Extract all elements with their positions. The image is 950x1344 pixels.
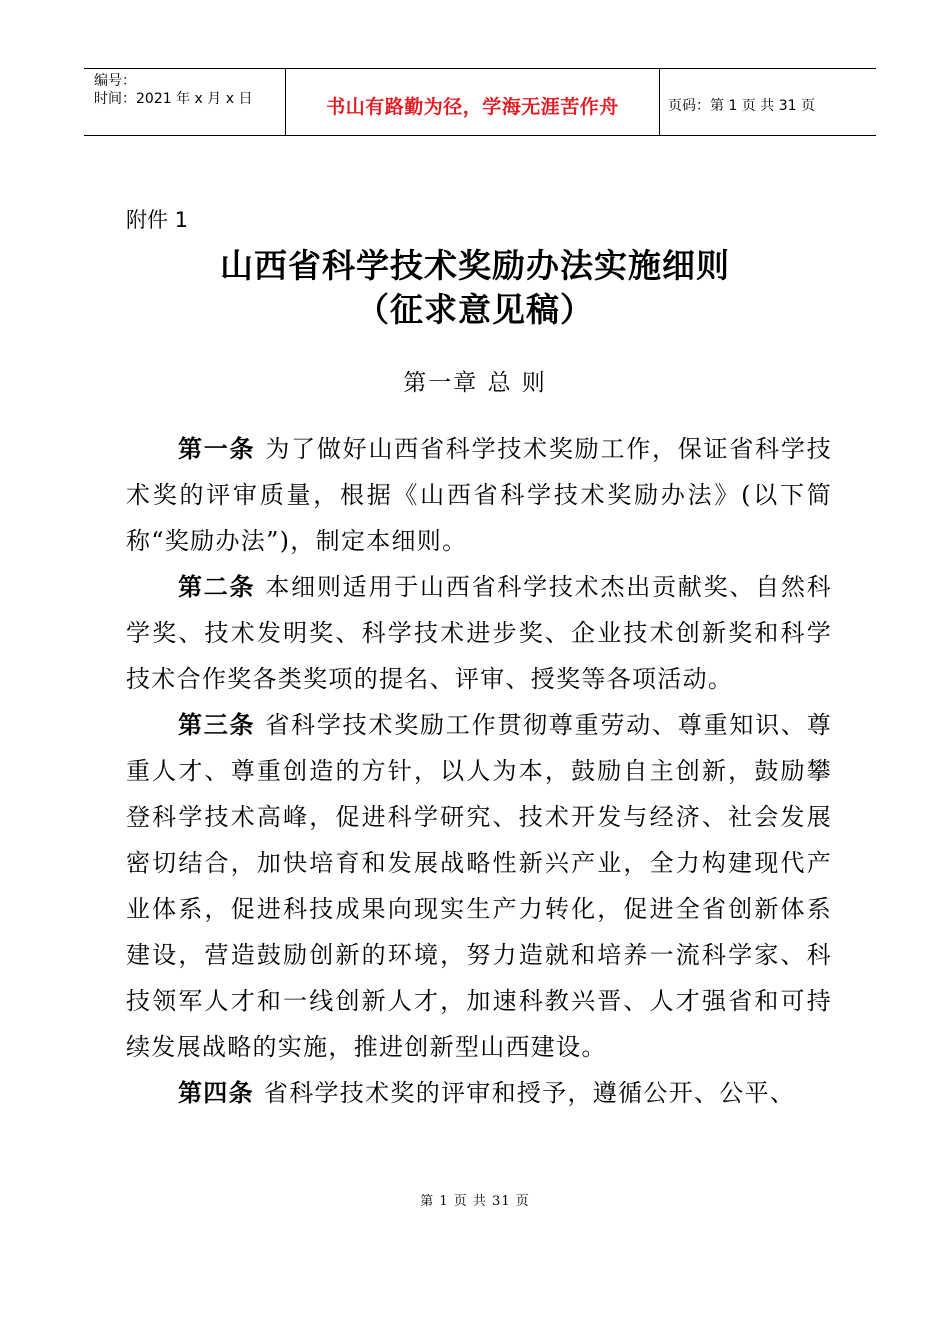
article-paragraph	[126, 1070, 832, 1116]
article-text: 本细则适用于山西省科学技术杰出贡献奖、自然科学奖、技术发明奖、科学技术进步奖、企业技术创新奖和科学技术合作奖各类奖项的提名、评审、授奖等各项活动。	[126, 573, 832, 693]
header-motto-cell	[286, 69, 660, 135]
document-title: 山西省科学技术奖励办法实施细则	[220, 246, 730, 285]
article-label: 第四条	[178, 1079, 254, 1107]
header-meta	[84, 69, 286, 135]
article-label: 第三条	[178, 711, 256, 739]
article-text: 为了做好山西省科学技术奖励工作，保证省科学技术奖的评审质量，根据《山西省科学技术奖励办法》(以下简称“奖励办法”)，制定本细则。	[126, 435, 832, 555]
document-subtitle: （征求意见稿）	[356, 290, 594, 329]
header-motto: 书山有路勤为径，学海无涯苦作舟	[326, 95, 619, 118]
attachment-label: 附件 1	[126, 208, 189, 232]
article-paragraph	[126, 564, 832, 702]
header-page-cell	[660, 69, 876, 135]
document-number-label: 编号：	[94, 73, 136, 89]
chapter-heading: 第一章 总 则	[403, 370, 547, 396]
article-paragraph	[126, 702, 832, 1070]
header-page-number: 页码：第 1 页 共 31 页	[668, 98, 815, 114]
article-text: 省科学技术奖励工作贯彻尊重劳动、尊重知识、尊重人才、尊重创造的方针，以人为本，鼓励自主创新，鼓励攀登科学技术高峰，促进科学研究、技术开发与经济、社会发展密切结合，加快培育和发展战略性新兴产业，全力构建现代产业体系，促进科技成果向现实生产力转化，促进全省创新体系建设，营造鼓励创新的环境，努力造就和培养一流科学家、科技领军人才和一线创新人才，加速科教兴晋、人才强省和可持续发展战略的实施，推进创新型山西建设。	[126, 711, 832, 1061]
document-date: 时间：2021 年 x 月 x 日	[94, 91, 253, 107]
page-footer: 第 1 页 共 31 页	[420, 1194, 530, 1209]
article-label: 第二条	[178, 573, 256, 601]
article-paragraph	[126, 426, 832, 564]
article-label: 第一条	[178, 435, 256, 463]
header-table	[84, 68, 876, 136]
document-body	[126, 426, 832, 1116]
article-text: 省科学技术奖的评审和授予，遵循公开、公平、	[263, 1079, 796, 1107]
